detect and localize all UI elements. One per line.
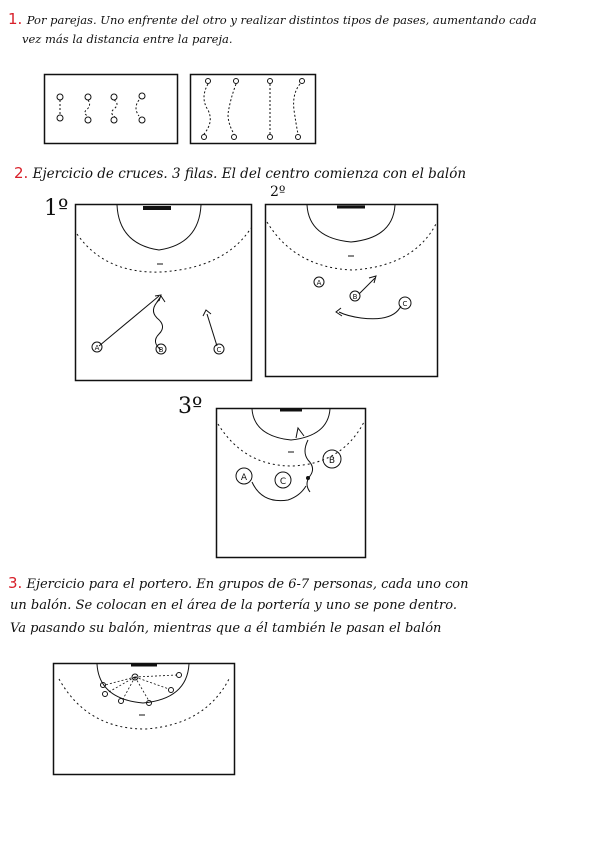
player-marker (85, 117, 91, 123)
player-b (156, 344, 166, 354)
section3-line2: un balón. Se colocan en el área de la portería y uno se pone dentro. (10, 598, 457, 613)
player-marker (57, 94, 63, 100)
player-marker (234, 79, 239, 84)
player-marker (169, 688, 174, 693)
player-marker (206, 79, 211, 84)
section3-text-line1: Ejercicio para el portero. En grupos de 6-7 personas, cada uno con (26, 577, 469, 592)
player-marker (300, 79, 305, 84)
player-marker (177, 673, 182, 678)
player-b (350, 291, 360, 301)
player-c-label: C (402, 300, 408, 308)
player-marker (296, 135, 301, 140)
player-b-label: B (352, 293, 358, 301)
section2-text: Ejercicio de cruces. 3 filas. El del centro comienza con el balón (32, 166, 467, 182)
court-step-2 (265, 204, 438, 377)
diagram-pairs-distance (190, 74, 316, 144)
player-marker (111, 117, 117, 123)
player-a (92, 342, 102, 352)
player-marker (139, 93, 145, 99)
player-a-label: A (94, 344, 100, 352)
player-b (323, 450, 341, 468)
diagram-pairs-static (44, 74, 178, 144)
section3-line3: Va pasando su balón, mientras que a él también le pasan el balón (10, 621, 442, 636)
player-b-label: B (328, 456, 336, 466)
player-marker (202, 135, 207, 140)
section2-line (14, 164, 466, 183)
court-step-1 (75, 204, 252, 381)
section3-line1 (8, 574, 469, 594)
section2-number: 2. (14, 164, 29, 182)
player-marker (119, 699, 124, 704)
step-2-label: 2º (270, 184, 286, 200)
player-c (275, 472, 291, 488)
section1-line1 (8, 10, 537, 29)
player-a-label: A (316, 279, 322, 287)
court-step-3 (216, 408, 366, 558)
player-marker (57, 115, 63, 121)
player-a (236, 468, 252, 484)
player-b-label: B (158, 346, 164, 354)
player-marker (103, 692, 108, 697)
player-marker (111, 94, 117, 100)
step-3-label: 3º (178, 394, 203, 419)
player-marker (85, 94, 91, 100)
player-c-label: C (279, 477, 287, 487)
player-marker (268, 135, 273, 140)
section3-number: 3. (8, 574, 23, 592)
section1-number: 1. (8, 10, 23, 28)
player-c-label: C (216, 346, 222, 354)
section1-line2: vez más la distancia entre la pareja. (22, 32, 233, 46)
player-c (214, 344, 224, 354)
player-marker (268, 79, 273, 84)
section1-text-line1: Por parejas. Uno enfrente del otro y realizar distintos tipos de pases, aumentando cada (26, 13, 537, 27)
court-goalkeeper (53, 663, 235, 775)
player-marker (232, 135, 237, 140)
step-1-label: 1º (44, 196, 69, 221)
player-a-label: A (240, 473, 248, 483)
player-marker (139, 117, 145, 123)
player-c (399, 297, 411, 309)
player-a (314, 277, 324, 287)
